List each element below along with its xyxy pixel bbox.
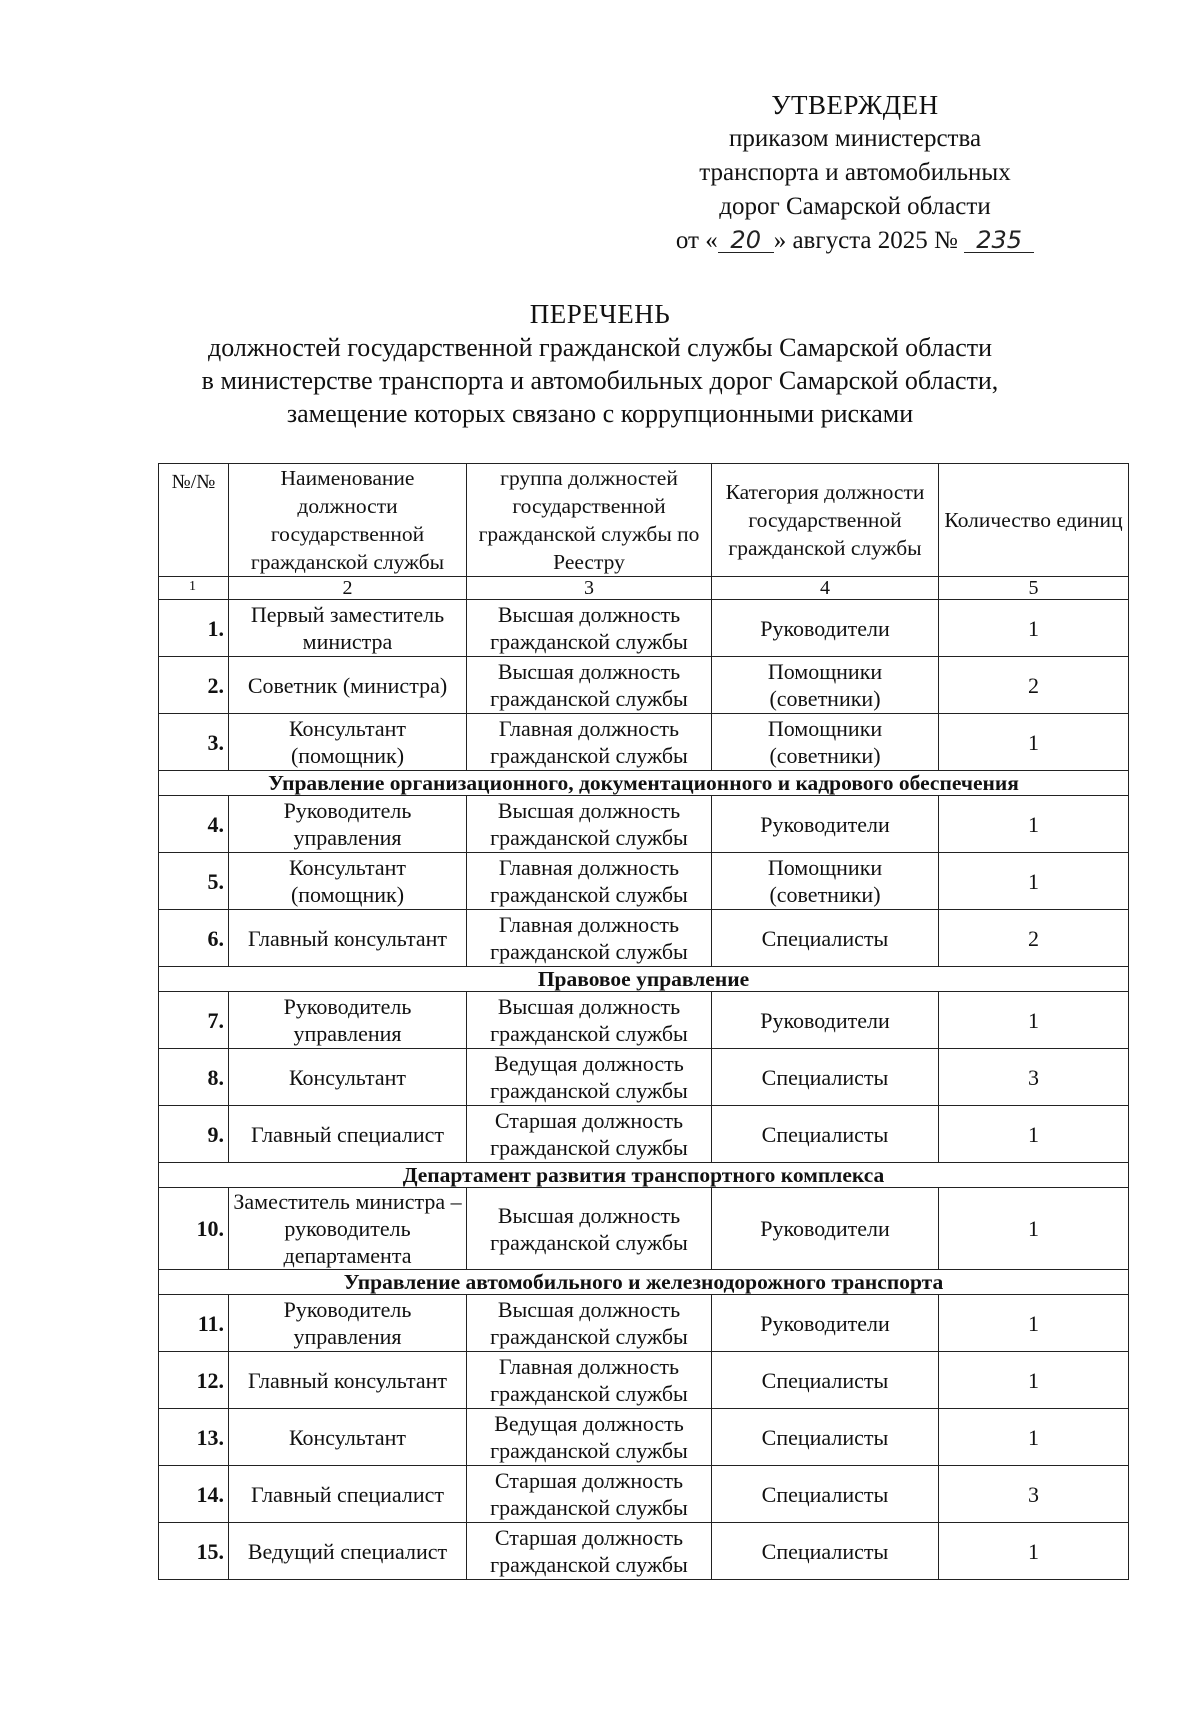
document-title [180,298,1020,430]
position-name: Консультант [229,1409,467,1466]
approval-title: УТВЕРЖДЕН [771,90,939,120]
position-group: Главная должность гражданской службы [467,1352,712,1409]
header-position-name: Наименование должности государственной гражданской службы [229,464,467,577]
table-row [159,1466,1129,1523]
section-title: Правовое управление [159,967,1129,992]
position-group: Главная должность гражданской службы [467,714,712,771]
header-position-category: Категория должности государственной гражданской службы [712,464,939,577]
row-number: 15. [159,1523,229,1580]
position-category: Помощники (советники) [712,714,939,771]
table-row [159,1295,1129,1352]
table-row [159,796,1129,853]
unit-count: 1 [939,853,1129,910]
table-row [159,1352,1129,1409]
unit-count: 1 [939,1106,1129,1163]
table-row [159,1523,1129,1580]
row-number: 2. [159,657,229,714]
document-title-line-1: должностей государственной гражданской службы Самарской области [207,333,993,362]
position-group: Ведущая должность гражданской службы [467,1409,712,1466]
position-category: Помощники (советники) [712,657,939,714]
table-body [159,577,1129,1580]
table-row [159,600,1129,657]
document-title-line-3: замещение которых связано с коррупционными рисками [286,399,914,428]
unit-count: 3 [939,1049,1129,1106]
position-group: Главная должность гражданской службы [467,910,712,967]
position-group: Высшая должность гражданской службы [467,600,712,657]
document-title-line-2: в министерстве транспорта и автомобильных дорог Самарской области, [201,366,999,395]
position-category: Помощники (советники) [712,853,939,910]
position-name: Первый заместитель министра [229,600,467,657]
handwritten-day: 20 [718,228,774,253]
section-title: Управление автомобильного и железнодорожного транспорта [159,1270,1129,1295]
position-category: Руководители [712,1188,939,1270]
position-group: Главная должность гражданской службы [467,853,712,910]
table-row [159,1049,1129,1106]
table-row [159,853,1129,910]
approval-line-2: транспорта и автомобильных [699,159,1011,186]
position-group: Ведущая должность гражданской службы [467,1049,712,1106]
document-title-main: ПЕРЕЧЕНЬ [529,299,671,329]
table-row [159,714,1129,771]
row-number: 3. [159,714,229,771]
position-name: Главный специалист [229,1466,467,1523]
table-header-row [159,464,1129,577]
row-number: 5. [159,853,229,910]
position-name: Консультант [229,1049,467,1106]
table-row [159,1106,1129,1163]
positions-table [158,463,1129,1580]
date-prefix: от « [675,227,718,254]
table-row [159,1188,1129,1270]
position-group: Высшая должность гражданской службы [467,796,712,853]
position-category: Руководители [712,992,939,1049]
section-title: Управление организационного, документационного и кадрового обеспечения [159,771,1129,796]
table-row [159,657,1129,714]
position-category: Специалисты [712,1106,939,1163]
unit-count: 2 [939,657,1129,714]
position-name: Главный консультант [229,910,467,967]
column-number: 4 [712,577,939,600]
position-name: Главный специалист [229,1106,467,1163]
row-number: 10. [159,1188,229,1270]
unit-count: 1 [939,1523,1129,1580]
position-name: Главный консультант [229,1352,467,1409]
position-category: Руководители [712,796,939,853]
position-name: Руководитель управления [229,1295,467,1352]
row-number: 14. [159,1466,229,1523]
column-number-row [159,577,1129,600]
position-group: Высшая должность гражданской службы [467,1295,712,1352]
position-name: Консультант (помощник) [229,853,467,910]
handwritten-order-number: 235 [964,228,1034,253]
position-group: Высшая должность гражданской службы [467,1188,712,1270]
unit-count: 1 [939,1352,1129,1409]
section-row [159,1270,1129,1295]
column-number: 5 [939,577,1129,600]
position-group: Старшая должность гражданской службы [467,1523,712,1580]
section-row [159,1163,1129,1188]
column-number: 3 [467,577,712,600]
row-number: 7. [159,992,229,1049]
approval-line-1: приказом министерства [728,125,982,152]
position-group: Старшая должность гражданской службы [467,1106,712,1163]
position-category: Специалисты [712,1523,939,1580]
position-category: Руководители [712,600,939,657]
position-name: Ведущий специалист [229,1523,467,1580]
row-number: 1. [159,600,229,657]
section-row [159,771,1129,796]
position-name: Советник (министра) [229,657,467,714]
column-number: 1 [159,577,229,600]
header-position-group: группа должностей государственной гражданской службы по Реестру [467,464,712,577]
unit-count: 2 [939,910,1129,967]
approval-date-line [640,224,1070,258]
row-number: 9. [159,1106,229,1163]
position-category: Специалисты [712,1466,939,1523]
position-category: Специалисты [712,1409,939,1466]
unit-count: 1 [939,796,1129,853]
unit-count: 1 [939,600,1129,657]
unit-count: 1 [939,714,1129,771]
position-category: Специалисты [712,910,939,967]
unit-count: 1 [939,1409,1129,1466]
unit-count: 3 [939,1466,1129,1523]
position-group: Высшая должность гражданской службы [467,657,712,714]
section-title: Департамент развития транспортного комплекса [159,1163,1129,1188]
unit-count: 1 [939,992,1129,1049]
position-name: Руководитель управления [229,796,467,853]
position-name: Руководитель управления [229,992,467,1049]
row-number: 4. [159,796,229,853]
header-unit-count: Количество единиц [939,464,1129,577]
table-row [159,1409,1129,1466]
position-category: Специалисты [712,1352,939,1409]
approval-line-3: дорог Самарской области [719,193,991,220]
column-number: 2 [229,577,467,600]
row-number: 12. [159,1352,229,1409]
section-row [159,967,1129,992]
row-number: 8. [159,1049,229,1106]
row-number: 13. [159,1409,229,1466]
position-group: Высшая должность гражданской службы [467,992,712,1049]
header-number: №/№ [159,464,229,577]
date-middle: » августа 2025 № [773,227,958,254]
row-number: 11. [159,1295,229,1352]
table-row [159,910,1129,967]
unit-count: 1 [939,1188,1129,1270]
position-name: Заместитель министра – руководитель департамента [229,1188,467,1270]
position-category: Руководители [712,1295,939,1352]
table-row [159,992,1129,1049]
position-group: Старшая должность гражданской службы [467,1466,712,1523]
row-number: 6. [159,910,229,967]
unit-count: 1 [939,1295,1129,1352]
position-name: Консультант (помощник) [229,714,467,771]
position-category: Специалисты [712,1049,939,1106]
approval-stamp [640,88,1070,258]
